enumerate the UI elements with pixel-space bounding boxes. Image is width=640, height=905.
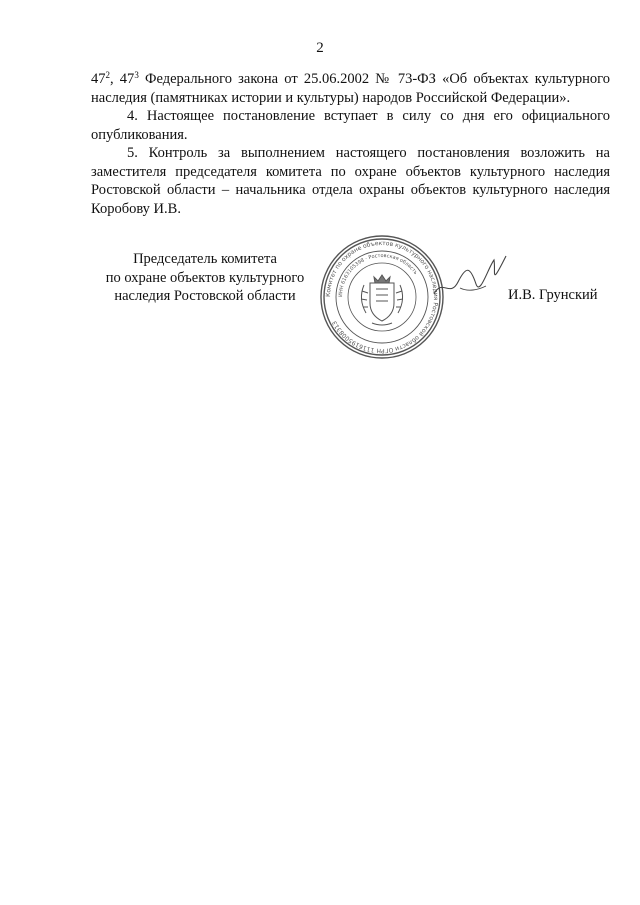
page-number: 2 xyxy=(316,40,324,56)
signatory-position xyxy=(80,250,330,306)
article-ref-b: , 47 xyxy=(110,71,135,87)
handwritten-signature xyxy=(430,248,510,308)
official-seal xyxy=(318,233,446,361)
article-ref-a: 47 xyxy=(91,71,106,87)
position-line: по охране объектов культурного xyxy=(105,269,305,286)
article-ref-a-sup: 2 xyxy=(105,70,110,80)
seal-outer-text: Комитет по охране объектов культурного наследия Ростовской области ОГРН 1116195008313 xyxy=(324,239,440,355)
signatory-name: И.В. Грунский xyxy=(508,287,598,303)
position-line: наследия Ростовской области xyxy=(114,288,296,304)
position-line: Председатель комитета xyxy=(133,251,277,267)
law-reference-text: Федерального закона от 25.06.2002 № 73-ФЗ «Об объектах культурного наследия (памятниках истории и культуры) народов Российской Федерации». xyxy=(91,71,611,106)
paragraph-continuation xyxy=(91,70,610,107)
coat-of-arms-icon xyxy=(361,275,403,325)
paragraph-4: 4. Настоящее постановление вступает в силу со дня его официального опубликования. xyxy=(91,108,610,143)
paragraph-5: 5. Контроль за выполнением настоящего постановления возложить на заместителя председателя комитета по охране объектов культурного наследия Ростовской области – начальника отдела охраны объектов культурного наследия Коробову И.В. xyxy=(91,145,610,217)
body-text xyxy=(91,70,610,218)
seal-inner-text: ИНН 6163105398 · Ростовская область xyxy=(337,252,419,298)
article-ref-b-sup: 3 xyxy=(134,70,139,80)
